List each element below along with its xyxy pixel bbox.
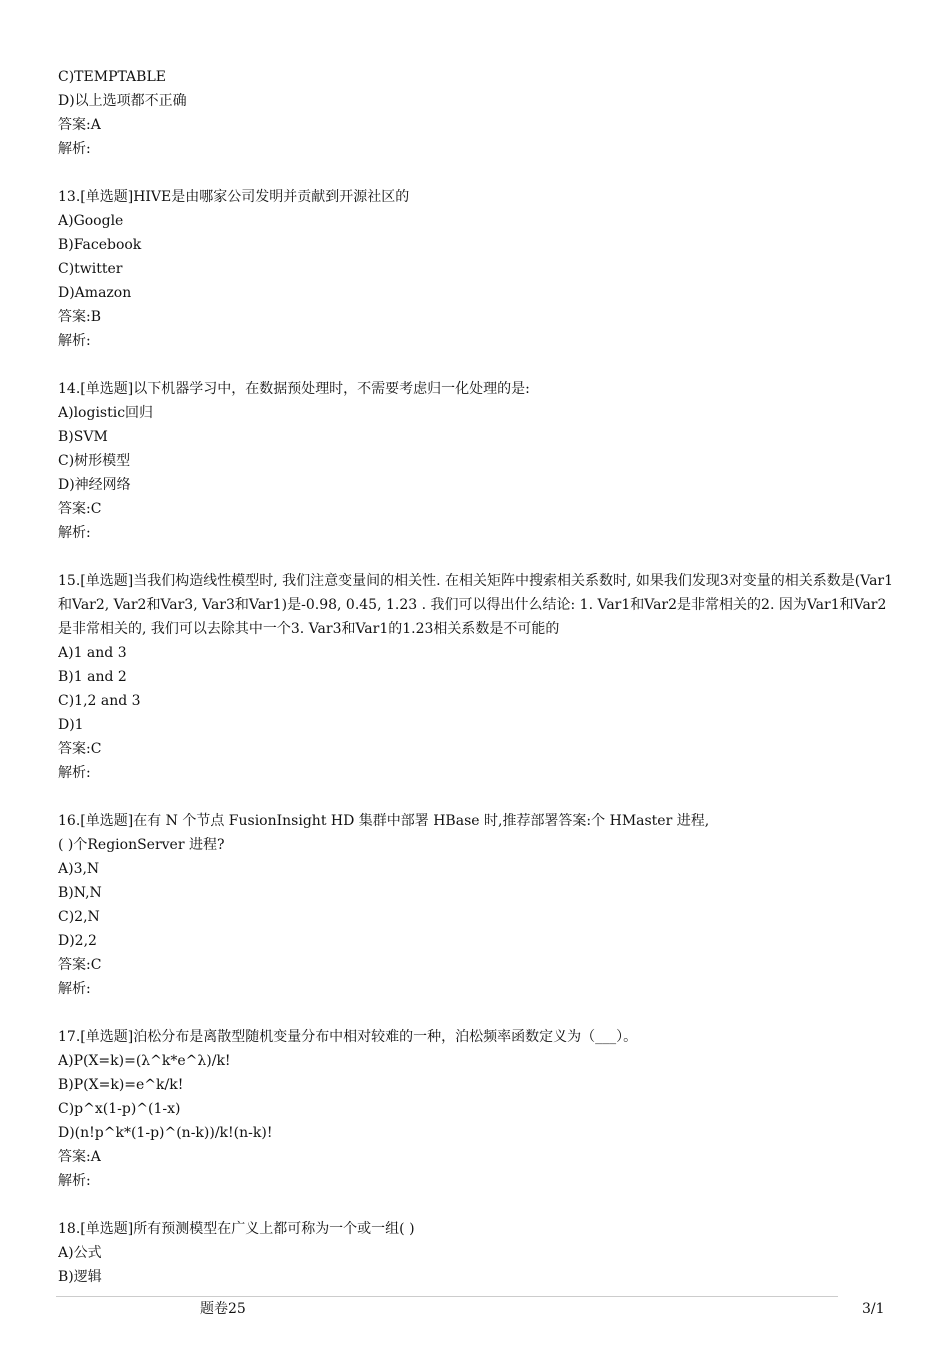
option-b: B)N,N: [58, 885, 102, 901]
option-d: D)1: [58, 717, 84, 733]
question-13: [58, 185, 894, 353]
answer: 答案:C: [58, 501, 102, 517]
footer-divider: [56, 1296, 838, 1297]
analysis: 解析:: [58, 1173, 91, 1189]
question-text-line-2: ( )个RegionServer 进程?: [58, 837, 225, 853]
answer: 答案:C: [58, 741, 102, 757]
question-text: 14.[单选题]以下机器学习中，在数据预处理时，不需要考虑归一化处理的是:: [58, 381, 530, 397]
option-c: C)twitter: [58, 261, 123, 277]
option-c: C)树形模型: [58, 453, 131, 469]
option-c: C)TEMPTABLE: [58, 69, 166, 85]
question-16: [58, 809, 894, 1001]
spacer: [58, 1193, 894, 1217]
question-text: 13.[单选题]HIVE是由哪家公司发明并贡献到开源社区的: [58, 189, 410, 205]
question-15: [58, 569, 894, 785]
exam-page-content: [58, 65, 894, 1289]
option-a: A)3,N: [58, 861, 100, 877]
option-b: B)P(X=k)=e^k/k!: [58, 1077, 184, 1093]
option-a: A)1 and 3: [58, 645, 127, 661]
option-a: A)Google: [58, 213, 124, 229]
option-d: D)Amazon: [58, 285, 132, 301]
footer-title: 题卷25: [200, 1301, 246, 1317]
answer: 答案:B: [58, 309, 102, 325]
answer: 答案:C: [58, 957, 102, 973]
option-d: D)(n!p^k*(1-p)^(n-k))/k!(n-k)!: [58, 1125, 273, 1141]
option-c: C)p^x(1-p)^(1-x): [58, 1101, 181, 1117]
spacer: [58, 785, 894, 809]
answer: 答案:A: [58, 117, 101, 133]
option-a: A)公式: [58, 1245, 102, 1261]
analysis: 解析:: [58, 141, 91, 157]
answer: 答案:A: [58, 1149, 101, 1165]
spacer: [58, 545, 894, 569]
spacer: [58, 161, 894, 185]
question-text-line-1: 16.[单选题]在有 N 个节点 FusionInsight HD 集群中部署 HBase 时,推荐部署答案:个 HMaster 进程,: [58, 813, 710, 829]
question-17: [58, 1025, 894, 1193]
question-18: [58, 1217, 894, 1289]
analysis: 解析:: [58, 333, 91, 349]
option-b: B)逻辑: [58, 1269, 102, 1285]
option-b: B)Facebook: [58, 237, 142, 253]
option-b: B)1 and 2: [58, 669, 127, 685]
question-14: [58, 377, 894, 545]
option-c: C)2,N: [58, 909, 100, 925]
question-text: 15.[单选题]当我们构造线性模型时, 我们注意变量间的相关性. 在相关矩阵中搜索相关系数时, 如果我们发现3对变量的相关系数是(Var1 和Var2, Var2和Var3, Var3和Var1)是-0.98, 0.45, 1.23 . 我们可以得出什么结论: 1. Var1和Var2是非常相关的2. 因为Var1和Var2是非常相关的, 我们可以去除其中一个3. Var3和Var1的1.23相关系数是不可能的: [58, 573, 894, 637]
analysis: 解析:: [58, 765, 91, 781]
option-a: A)logistic回归: [58, 405, 154, 421]
question-12-tail: [58, 65, 894, 161]
analysis: 解析:: [58, 525, 91, 541]
question-text: 18.[单选题]所有预测模型在广义上都可称为一个或一组( ): [58, 1221, 415, 1237]
option-b: B)SVM: [58, 429, 108, 445]
analysis: 解析:: [58, 981, 91, 997]
option-d: D)以上选项都不正确: [58, 93, 187, 109]
option-d: D)神经网络: [58, 477, 131, 493]
spacer: [58, 1001, 894, 1025]
option-c: C)1,2 and 3: [58, 693, 141, 709]
option-d: D)2,2: [58, 933, 97, 949]
spacer: [58, 353, 894, 377]
option-a: A)P(X=k)=(λ^k*e^λ)/k!: [58, 1053, 231, 1069]
question-text: 17.[单选题]泊松分布是离散型随机变量分布中相对较难的一种，泊松频率函数定义为（___）。: [58, 1029, 638, 1045]
page-number: 3/1: [862, 1301, 885, 1317]
